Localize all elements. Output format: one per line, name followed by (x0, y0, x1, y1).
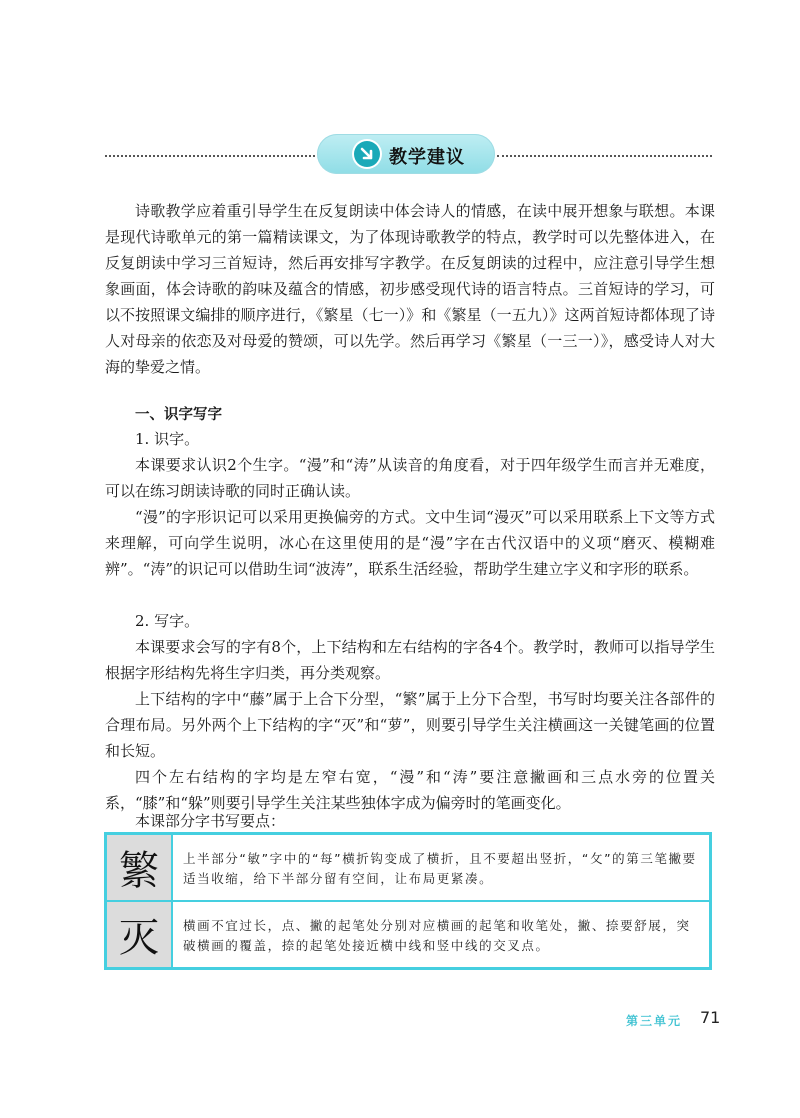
unit-label: 第三单元 (626, 1014, 683, 1028)
sub2-paragraph-2: 上下结构的字中“藤”属于上合下分型，“繁”属于上分下合型，书写时均要关注各部件的合理布局。另外两个上下结构的字“灭”和“萝”，则要引导学生关注横画这一关键笔画的位置和长短。 (105, 690, 715, 760)
sub2-paragraph-4: 本课部分字书写要点： (135, 812, 286, 830)
section-title: 教学建议 (389, 147, 465, 168)
arrow-down-right-icon (354, 141, 380, 167)
section-title-pill (317, 134, 495, 174)
table-character: 灭 (107, 902, 171, 967)
sub1-paragraph-2: “漫”的字形识记可以采用更换偏旁的方式。文中生词“漫灭”可以采用联系上下文等方式来理解，可向学生说明，冰心在这里使用的是“漫”字在古代汉语中的义项“磨灭、模糊难辨”。“涛”的识记可以借助生词“波涛”，联系生活经验，帮助学生建立字义和字形的联系。 (105, 508, 715, 578)
sub2-paragraph-1: 本课要求会写的字有8个，上下结构和左右结构的字各4个。教学时，教师可以指导学生根据字形结构先将生字归类，再分类观察。 (105, 638, 715, 682)
dotted-divider-left (105, 155, 315, 157)
dotted-divider-right (497, 155, 712, 157)
table-row (107, 835, 709, 900)
sub1-heading: 1. 识字。 (135, 430, 200, 448)
writing-points-table (104, 832, 712, 970)
sub2-paragraph-3: 四个左右结构的字均是左窄右宽，“漫”和“涛”要注意撇画和三点水旁的位置关系，“膝”和“躲”则要引导学生关注某些独体字成为偏旁时的笔画变化。 (105, 768, 715, 812)
table-note: 横画不宜过长，点、撇的起笔处分别对应横画的起笔和收笔处，撇、捺要舒展，突破横画的覆盖，捺的起笔处接近横中线和竖中线的交叉点。 (173, 902, 709, 967)
part1-heading: 一、识字写字 (135, 407, 222, 423)
table-row (107, 902, 709, 967)
table-note: 上半部分“敏”字中的“每”横折钩变成了横折，且不要超出竖折，“攵”的第三笔撇要适当收缩，给下半部分留有空间，让布局更紧凑。 (173, 835, 709, 900)
sub2-heading: 2. 写字。 (135, 612, 200, 630)
section-header (105, 134, 712, 174)
page-number: 71 (700, 1008, 721, 1027)
intro-paragraph: 诗歌教学应着重引导学生在反复朗读中体会诗人的情感，在读中展开想象与联想。本课是现代诗歌单元的第一篇精读课文，为了体现诗歌教学的特点，教学时可以先整体进入，在反复朗读中学习三首短诗，然后再安排写字教学。在反复朗读的过程中，应注意引导学生想象画面，体会诗歌的韵味及蕴含的情感，初步感受现代诗的语言特点。三首短诗的学习，可以不按照课文编排的顺序进行，《繁星（七一）》和《繁星（一五九）》这两首短诗都体现了诗人对母亲的依恋及对母爱的赞颂，可以先学。然后再学习《繁星（一三一）》，感受诗人对大海的挚爱之情。 (105, 202, 715, 376)
table-character: 繁 (107, 835, 171, 900)
sub1-paragraph-1: 本课要求认识2个生字。“漫”和“涛”从读音的角度看，对于四年级学生而言并无难度，可以在练习朗读诗歌的同时正确认读。 (105, 456, 715, 500)
